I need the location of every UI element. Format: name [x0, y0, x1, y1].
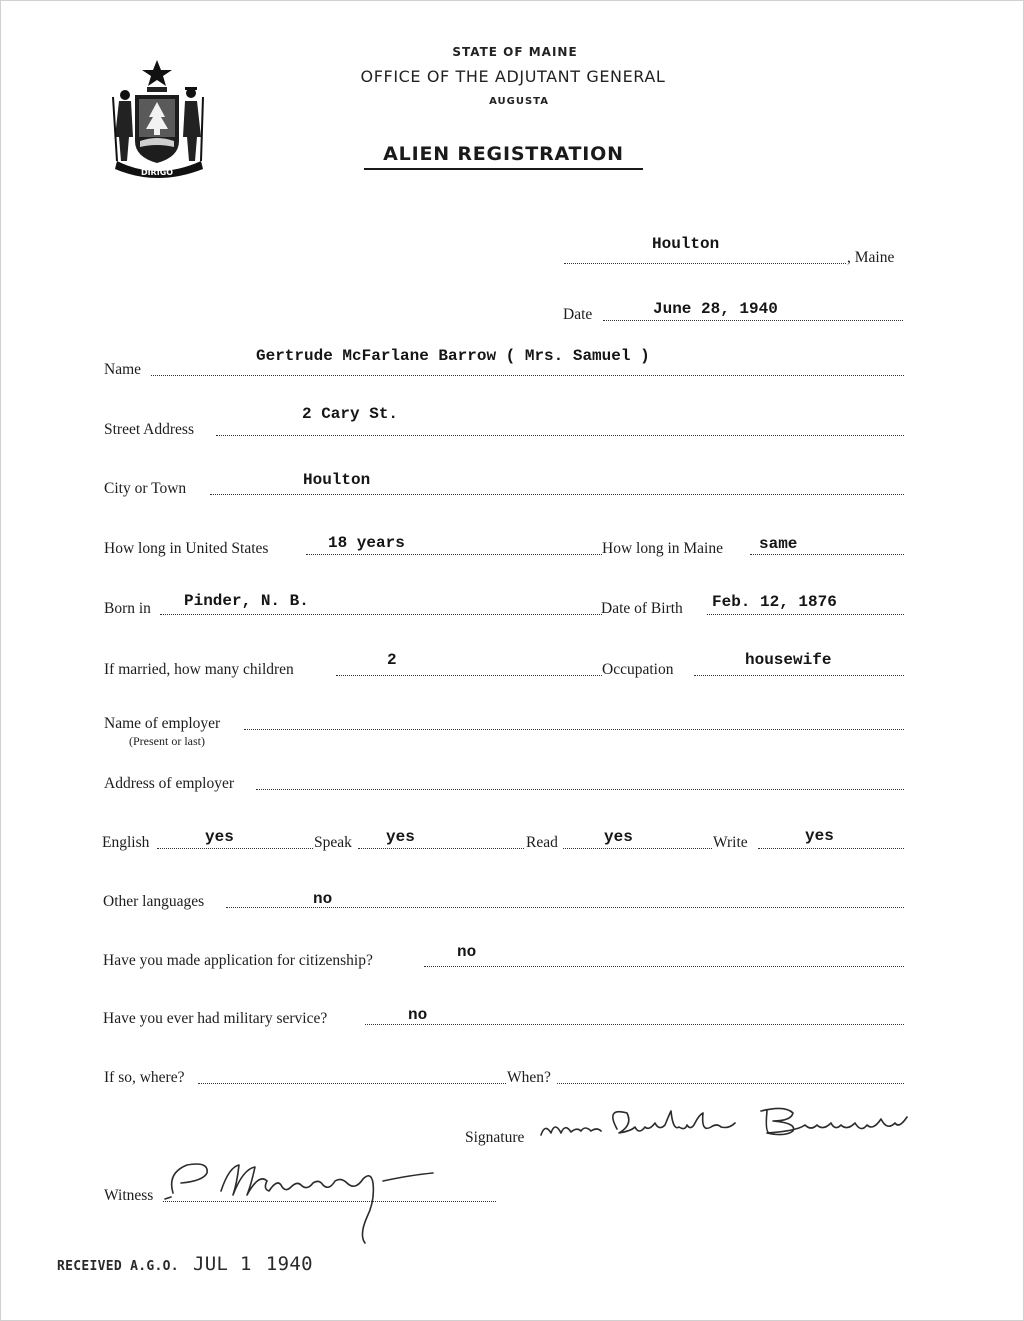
state-heading: STATE OF MAINE [452, 45, 578, 59]
city-label: City or Town [104, 480, 187, 497]
write-line [758, 848, 904, 849]
us-duration-label: How long in United States [104, 540, 269, 557]
read-line [563, 848, 712, 849]
military-details-row [104, 1057, 904, 1087]
birth-row [104, 588, 904, 618]
street-row [104, 405, 904, 439]
residence-row [104, 528, 904, 558]
date-row [563, 294, 903, 324]
when-line [557, 1083, 904, 1084]
family-row [104, 649, 904, 679]
name-row [104, 349, 904, 379]
city-line [210, 494, 904, 495]
witness-signature [151, 1151, 451, 1251]
place-value: Houlton [652, 235, 720, 253]
where-label: If so, where? [104, 1069, 185, 1086]
name-line [151, 375, 904, 376]
citizenship-value: no [457, 943, 477, 961]
military-line [365, 1024, 904, 1025]
employer-address-row [104, 763, 904, 793]
birthplace-line [160, 614, 602, 615]
witness-label: Witness [104, 1187, 154, 1204]
citizenship-row [103, 940, 904, 970]
city-value: Houlton [303, 471, 371, 489]
city-row [104, 468, 904, 498]
english-line [157, 848, 313, 849]
children-label: If married, how many children [104, 661, 294, 678]
other-languages-value: no [313, 890, 333, 908]
read-value: yes [604, 828, 633, 846]
citizenship-line [424, 966, 904, 967]
occupation-line [694, 675, 904, 676]
employer-name-sublabel: (Present or last) [129, 734, 205, 748]
date-value: June 28, 1940 [653, 300, 778, 318]
name-value: Gertrude McFarlane Barrow ( Mrs. Samuel ) [256, 347, 650, 365]
employer-address-line [256, 789, 904, 790]
speak-value: yes [386, 828, 415, 846]
received-stamp-year: 1940 [265, 1253, 313, 1275]
received-stamp-date: JUL 1 [193, 1253, 252, 1275]
dob-label: Date of Birth [601, 600, 683, 617]
us-duration-line [306, 554, 602, 555]
birthplace-value: Pinder, N. B. [184, 592, 309, 610]
street-value: 2 Cary St. [302, 405, 399, 423]
form-title: ALIEN REGISTRATION [364, 143, 643, 170]
maine-duration-value: same [759, 535, 798, 553]
speak-label: Speak [314, 834, 352, 851]
maine-duration-label: How long in Maine [602, 540, 723, 557]
military-label: Have you ever had military service? [103, 1010, 328, 1027]
birthplace-label: Born in [104, 600, 151, 617]
place-line [564, 263, 846, 264]
street-line [216, 435, 904, 436]
applicant-signature [535, 1101, 935, 1151]
city-heading: AUGUSTA [489, 96, 549, 107]
military-row [103, 998, 904, 1028]
occupation-value: housewife [745, 651, 832, 669]
write-label: Write [713, 834, 748, 851]
english-value: yes [205, 828, 234, 846]
received-stamp [57, 1253, 313, 1275]
employer-name-row [104, 706, 904, 748]
children-line [336, 675, 602, 676]
read-label: Read [526, 834, 558, 851]
dob-value: Feb. 12, 1876 [712, 593, 837, 611]
seal-motto: DIRIGO [140, 168, 174, 177]
us-duration-value: 18 years [328, 534, 405, 552]
write-value: yes [805, 827, 834, 845]
dob-line [707, 614, 904, 615]
office-heading: OFFICE OF THE ADJUTANT GENERAL [360, 67, 666, 86]
english-label: English [102, 834, 150, 851]
street-label: Street Address [104, 421, 194, 438]
name-label: Name [104, 361, 142, 378]
occupation-label: Occupation [602, 661, 674, 678]
where-line [198, 1083, 506, 1084]
speak-line [358, 848, 524, 849]
date-label: Date [563, 306, 593, 323]
date-line [603, 320, 903, 321]
other-languages-row [103, 881, 904, 911]
military-value: no [408, 1006, 428, 1024]
employer-name-line [244, 729, 904, 730]
when-label: When? [507, 1069, 551, 1086]
place-label: , Maine [847, 249, 895, 266]
other-languages-label: Other languages [103, 893, 205, 910]
employer-address-label: Address of employer [104, 775, 234, 792]
received-stamp-text: RECEIVED A.G.O. [57, 1259, 179, 1274]
employer-name-label: Name of employer [104, 715, 221, 732]
signature-label: Signature [465, 1129, 525, 1146]
maine-duration-line [750, 554, 904, 555]
english-row [102, 822, 904, 852]
children-value: 2 [387, 651, 397, 669]
place-row [564, 237, 904, 267]
citizenship-label: Have you made application for citizenship? [103, 952, 373, 969]
